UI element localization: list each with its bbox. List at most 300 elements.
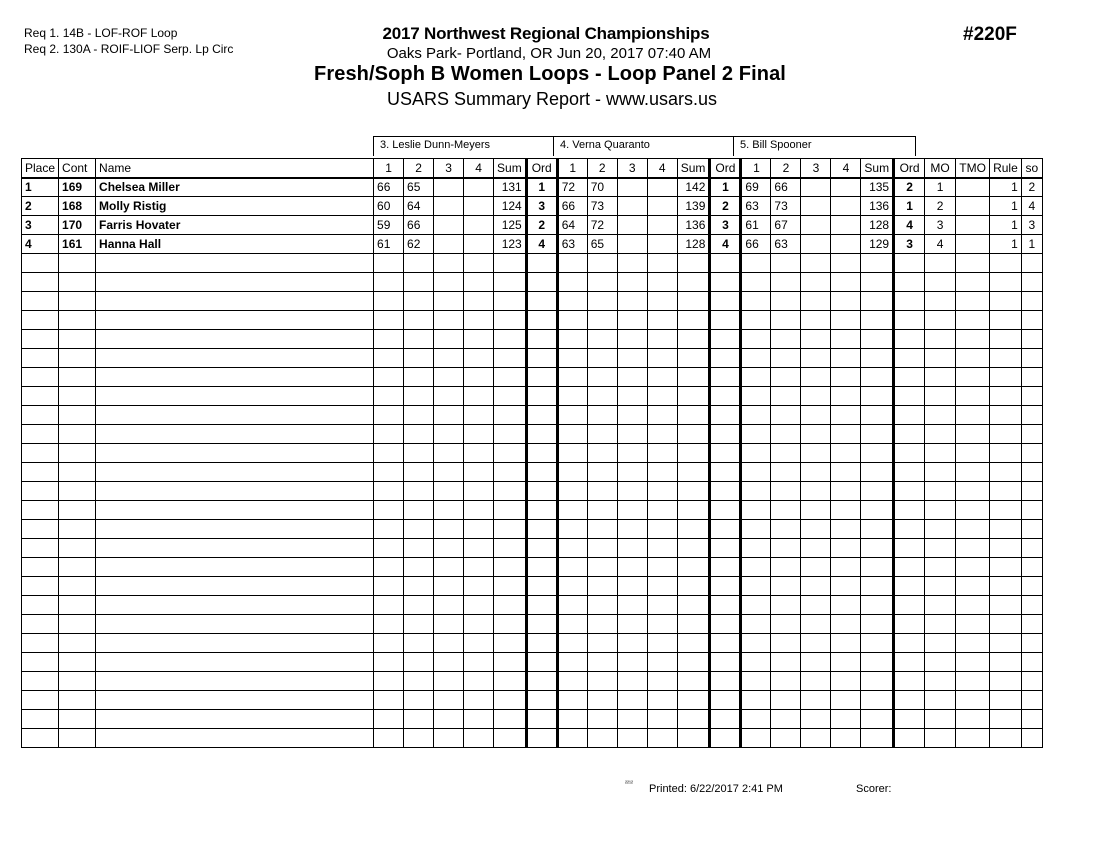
empty-cell xyxy=(494,368,527,387)
empty-cell xyxy=(925,634,956,653)
cell-j3-3 xyxy=(801,178,831,197)
empty-cell xyxy=(374,596,404,615)
empty-row xyxy=(22,349,1043,368)
empty-cell xyxy=(526,577,557,596)
empty-cell xyxy=(956,311,990,330)
col-header-so: so xyxy=(1021,159,1042,178)
empty-cell xyxy=(831,596,861,615)
empty-cell xyxy=(494,482,527,501)
empty-cell xyxy=(557,482,587,501)
empty-row xyxy=(22,425,1043,444)
empty-cell xyxy=(647,729,677,748)
empty-cell xyxy=(771,596,801,615)
empty-cell xyxy=(741,444,771,463)
empty-cell xyxy=(434,653,464,672)
empty-cell xyxy=(526,710,557,729)
empty-cell xyxy=(526,463,557,482)
empty-cell xyxy=(22,653,59,672)
empty-row xyxy=(22,254,1043,273)
empty-row xyxy=(22,615,1043,634)
cell-name: Hanna Hall xyxy=(96,235,374,254)
empty-cell xyxy=(404,311,434,330)
empty-cell xyxy=(557,672,587,691)
empty-cell xyxy=(96,368,374,387)
empty-cell xyxy=(956,672,990,691)
empty-cell xyxy=(587,691,617,710)
empty-cell xyxy=(741,311,771,330)
empty-cell xyxy=(861,691,894,710)
empty-cell xyxy=(894,349,925,368)
empty-cell xyxy=(710,406,741,425)
empty-cell xyxy=(925,406,956,425)
empty-cell xyxy=(374,463,404,482)
empty-cell xyxy=(587,330,617,349)
empty-cell xyxy=(464,596,494,615)
empty-cell xyxy=(925,387,956,406)
empty-cell xyxy=(771,387,801,406)
empty-cell xyxy=(771,254,801,273)
judge-header-1: 3. Leslie Dunn-Meyers xyxy=(373,136,554,156)
empty-cell xyxy=(925,539,956,558)
empty-cell xyxy=(1021,254,1042,273)
empty-cell xyxy=(831,482,861,501)
empty-cell xyxy=(771,653,801,672)
empty-cell xyxy=(771,292,801,311)
empty-cell xyxy=(677,254,710,273)
empty-cell xyxy=(526,311,557,330)
cell-j2-2: 70 xyxy=(587,178,617,197)
empty-cell xyxy=(894,596,925,615)
empty-cell xyxy=(434,292,464,311)
col-header-rule: Rule xyxy=(990,159,1022,178)
empty-cell xyxy=(990,710,1022,729)
table-row xyxy=(22,216,1043,235)
empty-row xyxy=(22,501,1043,520)
cell-j2-ord: 3 xyxy=(710,216,741,235)
empty-row xyxy=(22,691,1043,710)
empty-cell xyxy=(741,558,771,577)
empty-cell xyxy=(861,539,894,558)
cell-j1-2: 65 xyxy=(404,178,434,197)
empty-cell xyxy=(434,425,464,444)
empty-cell xyxy=(741,273,771,292)
empty-cell xyxy=(1021,710,1042,729)
empty-cell xyxy=(526,634,557,653)
empty-cell xyxy=(771,729,801,748)
empty-cell xyxy=(464,292,494,311)
empty-cell xyxy=(404,273,434,292)
empty-cell xyxy=(956,330,990,349)
empty-cell xyxy=(434,710,464,729)
empty-cell xyxy=(771,482,801,501)
empty-cell xyxy=(374,406,404,425)
empty-cell xyxy=(96,710,374,729)
empty-cell xyxy=(677,634,710,653)
empty-cell xyxy=(374,558,404,577)
empty-cell xyxy=(22,520,59,539)
col-header-tmo: TMO xyxy=(956,159,990,178)
empty-cell xyxy=(434,406,464,425)
empty-cell xyxy=(587,539,617,558)
empty-cell xyxy=(741,539,771,558)
empty-cell xyxy=(59,501,96,520)
empty-cell xyxy=(59,463,96,482)
empty-cell xyxy=(22,425,59,444)
empty-cell xyxy=(956,349,990,368)
empty-cell xyxy=(557,330,587,349)
cell-j1-ord: 3 xyxy=(526,197,557,216)
cell-cont: 161 xyxy=(59,235,96,254)
cell-j1-3 xyxy=(434,235,464,254)
empty-cell xyxy=(925,729,956,748)
empty-cell xyxy=(404,330,434,349)
empty-cell xyxy=(741,292,771,311)
empty-cell xyxy=(801,463,831,482)
empty-cell xyxy=(526,615,557,634)
empty-cell xyxy=(710,672,741,691)
empty-cell xyxy=(374,615,404,634)
empty-cell xyxy=(404,710,434,729)
empty-cell xyxy=(990,577,1022,596)
empty-cell xyxy=(801,330,831,349)
empty-cell xyxy=(677,406,710,425)
empty-cell xyxy=(494,691,527,710)
empty-cell xyxy=(434,539,464,558)
empty-cell xyxy=(677,387,710,406)
empty-cell xyxy=(801,691,831,710)
empty-cell xyxy=(741,653,771,672)
empty-cell xyxy=(1021,444,1042,463)
empty-row xyxy=(22,710,1043,729)
empty-cell xyxy=(404,368,434,387)
empty-cell xyxy=(96,596,374,615)
empty-cell xyxy=(647,634,677,653)
empty-cell xyxy=(464,406,494,425)
empty-cell xyxy=(494,349,527,368)
empty-cell xyxy=(587,292,617,311)
empty-cell xyxy=(894,311,925,330)
empty-cell xyxy=(894,520,925,539)
empty-cell xyxy=(647,710,677,729)
empty-cell xyxy=(741,634,771,653)
empty-cell xyxy=(710,273,741,292)
empty-cell xyxy=(741,672,771,691)
empty-cell xyxy=(771,520,801,539)
empty-cell xyxy=(526,672,557,691)
empty-cell xyxy=(374,311,404,330)
cell-j3-ord: 4 xyxy=(894,216,925,235)
empty-cell xyxy=(374,691,404,710)
empty-cell xyxy=(96,520,374,539)
empty-cell xyxy=(741,349,771,368)
empty-cell xyxy=(861,463,894,482)
empty-cell xyxy=(1021,311,1042,330)
empty-cell xyxy=(647,520,677,539)
empty-cell xyxy=(1021,653,1042,672)
empty-cell xyxy=(861,596,894,615)
empty-cell xyxy=(990,672,1022,691)
cell-j3-4 xyxy=(831,178,861,197)
empty-cell xyxy=(894,273,925,292)
empty-cell xyxy=(96,387,374,406)
empty-cell xyxy=(771,406,801,425)
empty-cell xyxy=(434,330,464,349)
empty-cell xyxy=(374,425,404,444)
empty-cell xyxy=(831,691,861,710)
empty-cell xyxy=(587,425,617,444)
empty-cell xyxy=(526,501,557,520)
empty-row xyxy=(22,406,1043,425)
empty-cell xyxy=(956,653,990,672)
empty-cell xyxy=(677,330,710,349)
empty-cell xyxy=(894,482,925,501)
empty-cell xyxy=(801,596,831,615)
empty-cell xyxy=(894,387,925,406)
table-row xyxy=(22,178,1043,197)
empty-cell xyxy=(925,444,956,463)
empty-cell xyxy=(801,558,831,577)
empty-cell xyxy=(956,558,990,577)
col-header-j1-sum: Sum xyxy=(494,159,527,178)
empty-cell xyxy=(990,311,1022,330)
cell-j3-2: 67 xyxy=(771,216,801,235)
empty-cell xyxy=(741,691,771,710)
empty-cell xyxy=(677,425,710,444)
empty-cell xyxy=(374,634,404,653)
empty-cell xyxy=(894,710,925,729)
empty-cell xyxy=(587,615,617,634)
col-header-j1-4: 4 xyxy=(464,159,494,178)
empty-cell xyxy=(894,330,925,349)
report-name: USARS Summary Report - www.usars.us xyxy=(386,89,718,109)
empty-cell xyxy=(771,330,801,349)
empty-cell xyxy=(526,539,557,558)
empty-cell xyxy=(956,273,990,292)
col-header-j3-1: 1 xyxy=(741,159,771,178)
empty-cell xyxy=(831,672,861,691)
empty-cell xyxy=(587,501,617,520)
empty-cell xyxy=(557,596,587,615)
empty-cell xyxy=(494,311,527,330)
empty-cell xyxy=(587,520,617,539)
empty-cell xyxy=(404,292,434,311)
empty-cell xyxy=(557,254,587,273)
cell-cont: 170 xyxy=(59,216,96,235)
empty-cell xyxy=(22,330,59,349)
judge-header-3: 5. Bill Spooner xyxy=(733,136,916,156)
empty-cell xyxy=(22,634,59,653)
empty-cell xyxy=(404,254,434,273)
empty-cell xyxy=(1021,330,1042,349)
col-header-name: Name xyxy=(96,159,374,178)
empty-cell xyxy=(801,254,831,273)
empty-cell xyxy=(894,539,925,558)
empty-cell xyxy=(557,444,587,463)
empty-cell xyxy=(494,710,527,729)
cell-j2-3 xyxy=(617,216,647,235)
empty-cell xyxy=(374,539,404,558)
empty-cell xyxy=(404,653,434,672)
empty-cell xyxy=(22,577,59,596)
cell-j3-sum: 136 xyxy=(861,197,894,216)
cell-j3-3 xyxy=(801,235,831,254)
empty-cell xyxy=(831,292,861,311)
empty-row xyxy=(22,482,1043,501)
cell-mo: 4 xyxy=(925,235,956,254)
empty-cell xyxy=(831,463,861,482)
judge-header-2: 4. Verna Quaranto xyxy=(553,136,734,156)
empty-cell xyxy=(956,634,990,653)
empty-cell xyxy=(434,463,464,482)
empty-cell xyxy=(741,520,771,539)
empty-cell xyxy=(741,406,771,425)
empty-cell xyxy=(59,311,96,330)
empty-cell xyxy=(647,558,677,577)
cell-j1-4 xyxy=(464,197,494,216)
empty-cell xyxy=(801,349,831,368)
empty-cell xyxy=(96,463,374,482)
empty-cell xyxy=(925,311,956,330)
cell-mo: 3 xyxy=(925,216,956,235)
cell-j1-4 xyxy=(464,235,494,254)
empty-cell xyxy=(677,520,710,539)
empty-cell xyxy=(526,596,557,615)
col-header-j2-4: 4 xyxy=(647,159,677,178)
cell-j2-3 xyxy=(617,197,647,216)
empty-cell xyxy=(990,463,1022,482)
empty-cell xyxy=(22,254,59,273)
empty-cell xyxy=(710,482,741,501)
empty-cell xyxy=(801,311,831,330)
cell-j2-ord: 1 xyxy=(710,178,741,197)
empty-cell xyxy=(494,558,527,577)
empty-cell xyxy=(494,463,527,482)
empty-cell xyxy=(831,577,861,596)
empty-cell xyxy=(925,368,956,387)
empty-cell xyxy=(925,425,956,444)
empty-cell xyxy=(647,311,677,330)
empty-cell xyxy=(526,520,557,539)
event-number: #220F xyxy=(963,24,1017,45)
empty-cell xyxy=(464,349,494,368)
empty-cell xyxy=(494,615,527,634)
empty-cell xyxy=(22,463,59,482)
empty-cell xyxy=(647,406,677,425)
col-header-j1-2: 2 xyxy=(404,159,434,178)
empty-cell xyxy=(925,292,956,311)
empty-cell xyxy=(677,729,710,748)
cell-tmo xyxy=(956,178,990,197)
page-title: 2017 Northwest Regional Championships xyxy=(382,24,710,43)
empty-cell xyxy=(59,710,96,729)
cell-tmo xyxy=(956,235,990,254)
cell-so: 4 xyxy=(1021,197,1042,216)
cell-j2-1: 63 xyxy=(557,235,587,254)
empty-cell xyxy=(956,615,990,634)
empty-row xyxy=(22,653,1043,672)
empty-cell xyxy=(677,653,710,672)
empty-cell xyxy=(956,539,990,558)
empty-cell xyxy=(96,425,374,444)
empty-cell xyxy=(464,672,494,691)
empty-cell xyxy=(526,387,557,406)
empty-cell xyxy=(404,577,434,596)
cell-place: 3 xyxy=(22,216,59,235)
empty-cell xyxy=(894,634,925,653)
empty-cell xyxy=(434,501,464,520)
empty-cell xyxy=(1021,539,1042,558)
empty-cell xyxy=(741,577,771,596)
empty-cell xyxy=(374,444,404,463)
empty-cell xyxy=(59,387,96,406)
empty-cell xyxy=(526,292,557,311)
cell-j1-4 xyxy=(464,178,494,197)
empty-cell xyxy=(1021,368,1042,387)
empty-cell xyxy=(710,463,741,482)
empty-cell xyxy=(22,729,59,748)
empty-cell xyxy=(741,387,771,406)
empty-cell xyxy=(96,691,374,710)
empty-cell xyxy=(801,672,831,691)
requirement-1: Req 1. 14B - LOF-ROF Loop xyxy=(24,26,178,40)
cell-j3-ord: 3 xyxy=(894,235,925,254)
empty-cell xyxy=(494,596,527,615)
venue-date: Oaks Park- Portland, OR Jun 20, 2017 07:40 AM xyxy=(386,45,712,62)
empty-cell xyxy=(831,710,861,729)
col-header-j2-3: 3 xyxy=(617,159,647,178)
empty-cell xyxy=(925,596,956,615)
empty-cell xyxy=(677,501,710,520)
empty-cell xyxy=(557,710,587,729)
empty-cell xyxy=(741,729,771,748)
empty-cell xyxy=(22,558,59,577)
cell-so: 3 xyxy=(1021,216,1042,235)
empty-cell xyxy=(557,729,587,748)
scorer-label: Scorer: xyxy=(856,783,892,795)
empty-cell xyxy=(861,672,894,691)
empty-cell xyxy=(861,710,894,729)
empty-cell xyxy=(96,558,374,577)
empty-cell xyxy=(801,539,831,558)
empty-row xyxy=(22,520,1043,539)
col-header-place: Place xyxy=(22,159,59,178)
empty-cell xyxy=(861,729,894,748)
cell-j3-3 xyxy=(801,216,831,235)
cell-j2-sum: 139 xyxy=(677,197,710,216)
cell-place: 1 xyxy=(22,178,59,197)
empty-cell xyxy=(925,520,956,539)
empty-cell xyxy=(59,577,96,596)
empty-cell xyxy=(404,406,434,425)
empty-cell xyxy=(831,311,861,330)
empty-cell xyxy=(59,273,96,292)
empty-cell xyxy=(587,311,617,330)
empty-cell xyxy=(1021,349,1042,368)
col-header-j3-3: 3 xyxy=(801,159,831,178)
empty-cell xyxy=(677,596,710,615)
empty-cell xyxy=(374,387,404,406)
cell-j3-4 xyxy=(831,216,861,235)
empty-cell xyxy=(861,368,894,387)
empty-cell xyxy=(801,615,831,634)
col-header-j2-1: 1 xyxy=(557,159,587,178)
empty-cell xyxy=(96,539,374,558)
empty-cell xyxy=(741,501,771,520)
empty-row xyxy=(22,311,1043,330)
empty-cell xyxy=(677,482,710,501)
col-header-j3-2: 2 xyxy=(771,159,801,178)
empty-cell xyxy=(710,444,741,463)
